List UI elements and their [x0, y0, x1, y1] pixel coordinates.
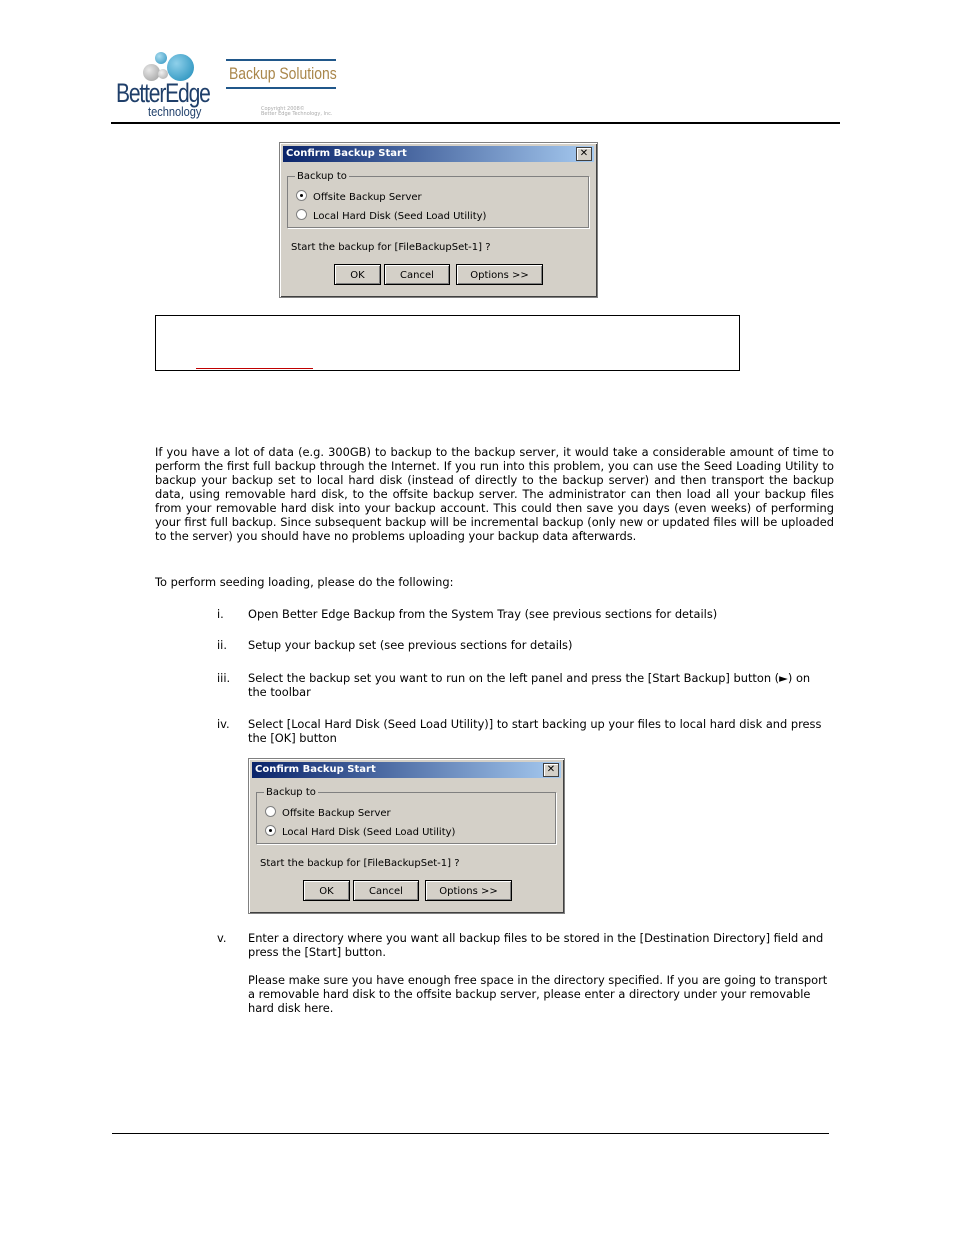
radio-offsite-label: Offsite Backup Server	[313, 192, 422, 203]
backup-to-group	[256, 787, 556, 844]
cancel-button[interactable]: Cancel	[353, 880, 419, 901]
start-question: Start the backup for [FileBackupSet-1] ?	[260, 858, 460, 869]
confirm-dialog-1	[279, 142, 598, 298]
ok-button[interactable]: OK	[303, 880, 350, 901]
radio-local[interactable]	[296, 209, 486, 223]
logo-sub-text: technology	[148, 104, 202, 119]
intro-lead: To perform seeding loading, please do the following:	[155, 575, 454, 589]
step-number: i.	[217, 607, 224, 621]
radio-unselected-icon[interactable]	[265, 806, 276, 817]
confirm-dialog-2	[248, 758, 565, 914]
intro-paragraph: If you have a lot of data (e.g. 300GB) to backup to the backup server, it would take a considerable amount of time to perform the first full backup through the Internet. If you run into this problem, you can use the Seed Loading Utility to backup your backup set to local hard disk (instead of directly to the backup server) and then transport the backup data, using removable hard disk, to the offsite backup server. The administrator can then load all your backup files from your removable hard disk into your backup account. This could then save you days (even weeks) of performing your first full backup. Since subsequent backup will be incremental backup (only new or updated files will be uploaded to the server) you should have no problems uploading your backup data afterwards.	[155, 445, 834, 543]
logo-dot-large	[167, 54, 194, 81]
close-icon[interactable]: ✕	[543, 763, 559, 777]
footer-divider	[112, 1133, 829, 1134]
group-label: Backup to	[266, 787, 316, 798]
radio-offsite[interactable]	[265, 806, 391, 820]
logo-brand-text: BetterEdge	[116, 78, 210, 108]
options-button[interactable]: Options >>	[456, 264, 543, 285]
step-number: ii.	[217, 638, 227, 652]
dialog-title: Confirm Backup Start	[283, 146, 594, 162]
step-number: v.	[217, 931, 227, 945]
step-text: Open Better Edge Backup from the System Tray (see previous sections for details)	[248, 607, 718, 621]
cancel-button[interactable]: Cancel	[384, 264, 450, 285]
dialog-title: Confirm Backup Start	[252, 762, 561, 778]
options-button[interactable]: Options >>	[425, 880, 512, 901]
product-name: Backup Solutions	[229, 64, 337, 83]
group-label: Backup to	[297, 171, 347, 182]
step-number: iii.	[217, 671, 231, 685]
header-divider	[111, 122, 840, 124]
radio-selected-icon[interactable]	[265, 825, 276, 836]
radio-local-label: Local Hard Disk (Seed Load Utility)	[313, 211, 487, 222]
close-icon[interactable]: ✕	[576, 147, 592, 161]
ok-button[interactable]: OK	[334, 264, 381, 285]
note-link-underline	[196, 368, 313, 369]
step-text: Select [Local Hard Disk (Seed Load Utility)] to start backing up your files to local hard disk and press the [OK] button	[248, 717, 822, 745]
start-question: Start the backup for [FileBackupSet-1] ?	[291, 242, 491, 253]
backup-to-group	[287, 171, 589, 228]
radio-selected-icon[interactable]	[296, 190, 307, 201]
note-box	[155, 315, 740, 371]
step-text: Select the backup set you want to run on the left panel and press the [Start Backup] button (►) on the toolbar	[248, 671, 811, 699]
radio-local[interactable]	[265, 825, 455, 839]
copyright-text: Copyright 2008© Better Edge Technology, Inc.	[261, 106, 333, 117]
step-5-note: Please make sure you have enough free space in the directory specified. If you are going to transport a removable hard disk to the offsite backup server, please enter a directory under your removable hard disk here.	[248, 973, 828, 1015]
radio-offsite[interactable]	[296, 190, 422, 204]
radio-unselected-icon[interactable]	[296, 209, 307, 220]
logo-rule-top	[226, 59, 336, 61]
step-text: Setup your backup set (see previous sections for details)	[248, 638, 573, 652]
logo-dot-small-top	[155, 52, 167, 64]
step-text: Enter a directory where you want all backup files to be stored in the [Destination Directory] field and press the [Start] button.	[248, 931, 824, 959]
step-number: iv.	[217, 717, 230, 731]
radio-local-label: Local Hard Disk (Seed Load Utility)	[282, 827, 456, 838]
radio-offsite-label: Offsite Backup Server	[282, 808, 391, 819]
logo-rule-bottom	[226, 87, 336, 89]
